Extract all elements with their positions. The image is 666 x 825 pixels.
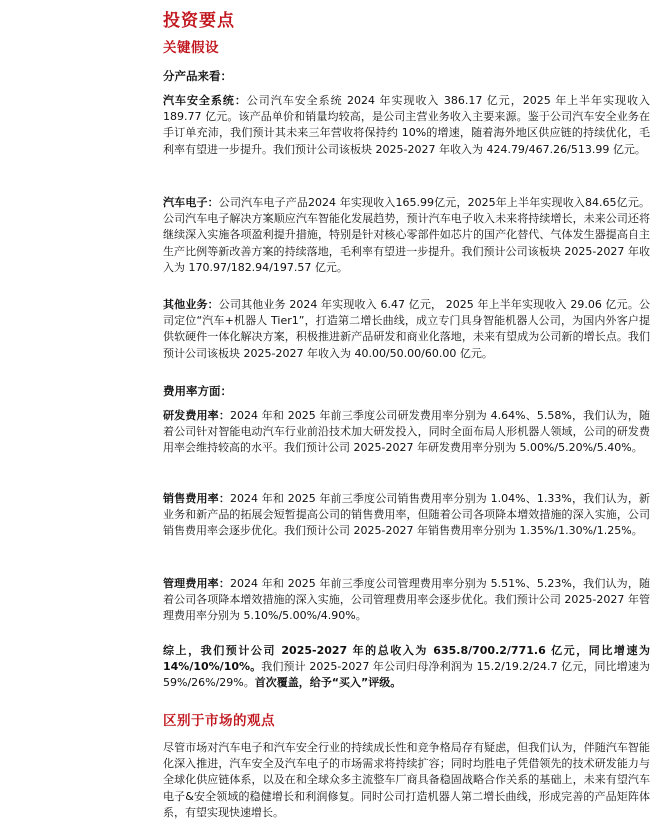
page-title: 投资要点: [163, 11, 235, 31]
admin-expense-text: 2024 年和 2025 年前三季度公司管理费用率分别为 5.51%、5.23%，我们认为，随着公司各项降本增效措施的深入实施，公司管理费用率会逐步优化。我们预计公司 2025-2027 年管理费用率分别为 5.10%/5.00%/4.90%。: [163, 577, 650, 623]
admin-expense-lead: 管理费用率：: [163, 577, 231, 590]
rd-expense-lead: 研发费用率：: [163, 409, 231, 422]
auto-electronics-paragraph: [163, 195, 650, 276]
summary-paragraph: [163, 643, 650, 692]
other-business-paragraph: [163, 297, 650, 362]
sales-expense-text: 2024 年和 2025 年前三季度公司销售费用率分别为 1.04%、1.33%，我们认为，新业务和新产品的拓展会短暂提高公司的销售费用率，但随着公司各项降本增效措施的深入实施，公司销售费用率会逐步优化。我们预计公司 2025-2027 年销售费用率分别为 1.35%/1.30%/1.25%。: [163, 492, 650, 538]
admin-expense-paragraph: [163, 576, 650, 625]
by-product-label: 分产品来看：: [163, 69, 232, 83]
summary-bold-part: 综上，我们预计公司 2025-2027 年的总收入为 635.8/700.2/771.6 亿元，同比增速为 14%/10%/10%。: [163, 644, 650, 674]
auto-safety-text: 公司汽车安全系统 2024 年实现收入 386.17 亿元，2025 年上半年实现收入 189.77 亿元。该产品单价和销量均较高，是公司主营业务收入主要来源。鉴于公司汽车安全业务在手订单充沛，我们预计其未来三年营收将保持约 10%的增速，随着海外地区供应链的持续优化，毛利率有望进一步提升。我们预计公司该板块 2025-2027 年收入为 424.79/467.26/513.99 亿元。: [163, 94, 650, 156]
auto-electronics-text: 公司汽车电子产品2024 年实现收入165.99亿元，2025年上半年实现收入84.65亿元。公司汽车电子解决方案顺应汽车智能化发展趋势，预计汽车电子收入未来将持续增长，未来公司还将继续深入实施各项盈利提升措施，特别是针对核心零部件如芯片的国产化替代、气体发生器提高自主生产比例等新改善方案的持续落地，毛利率有望进一步提升。我们预计公司该板块 2025-2027 年收入为 170.97/182.94/197.57 亿元。: [163, 196, 651, 274]
auto-electronics-lead: 汽车电子：: [163, 196, 219, 209]
rd-expense-text: 2024 年和 2025 年前三季度公司研发费用率分别为 4.64%、5.58%，我们认为，随着公司针对智能电动汽车行业前沿技术加大研发投入，同时全面布局人形机器人领域，公司的研发费用率会维持较高的水平。我们预计公司 2025-2027 年研发费用率分别为 5.00%/5.20%/5.40%。: [163, 409, 650, 455]
summary-rating: 首次覆盖，给予“买入”评级。: [254, 676, 402, 690]
expense-label: 费用率方面：: [163, 384, 232, 398]
market-view-heading: 区别于市场的观点: [163, 713, 275, 729]
key-assumptions-heading: 关键假设: [163, 40, 219, 56]
sales-expense-paragraph: [163, 491, 650, 540]
rd-expense-paragraph: [163, 408, 650, 457]
auto-safety-paragraph: [163, 93, 650, 158]
other-business-text: 公司其他业务 2024 年实现收入 6.47 亿元， 2025 年上半年实现收入 29.06 亿元。公司定位“汽车+机器人 Tier1”，打造第二增长曲线，成立专门具身智能机器人公司，为国内外客户提供软硬件一体化解决方案，积极推进新产品研发和商业化落地，未来有望成为公司新的增长点。我们预计公司该板块 2025-2027 年收入为 40.00/50.00/60.00 亿元。: [163, 298, 650, 360]
market-view-paragraph: 尽管市场对汽车电子和汽车安全行业的持续成长性和竞争格局存有疑虑，但我们认为，伴随汽车智能化深入推进，汽车安全及汽车电子的市场需求将持续扩容；同时均胜电子凭借领先的技术研发能力与全球化供应链体系，以及在和全球众多主流整车厂商具备稳固战略合作关系的基础上，未来有望汽车电子&安全领域的稳健增长和利润修复。同时公司打造机器人第二增长曲线，形成完善的产品矩阵体系，有望实现快速增长。: [163, 741, 650, 819]
other-business-lead: 其他业务：: [163, 298, 219, 311]
summary-normal-part: 我们预计 2025-2027 年公司归母净利润为 15.2/19.2/24.7 亿元，同比增速为 59%/26%/29%。: [163, 660, 650, 690]
sales-expense-lead: 销售费用率：: [163, 492, 231, 505]
auto-safety-lead: 汽车安全系统：: [163, 94, 247, 107]
